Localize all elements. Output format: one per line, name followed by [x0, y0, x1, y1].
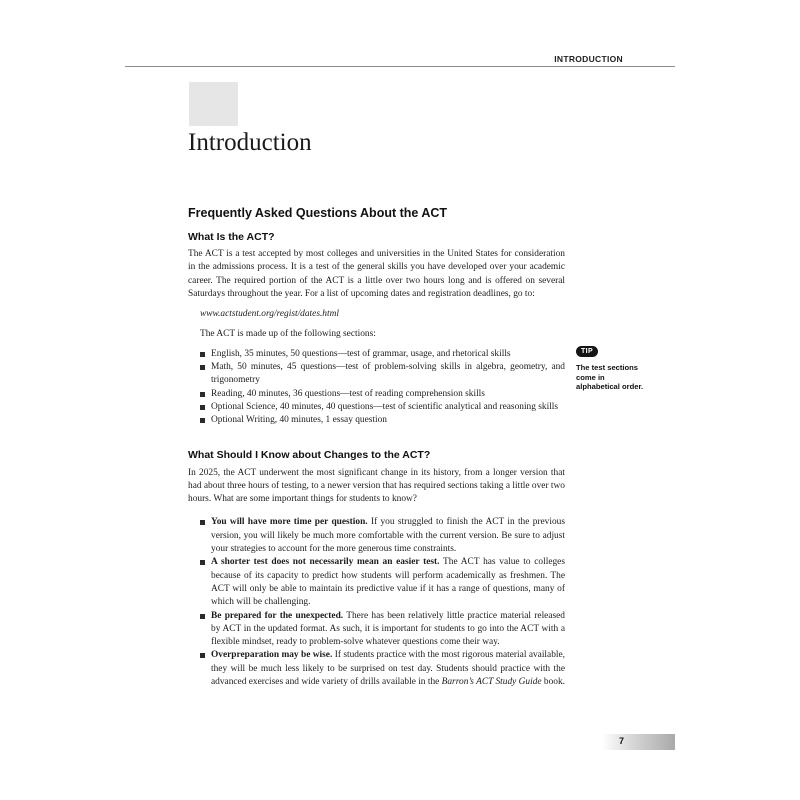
- bullet-square-icon: [200, 392, 205, 397]
- list-item: Be prepared for the unexpected. There has been relatively little practice material released by ACT in the updated format. As such, it is important for students to go into the ACT with a flexible mindset, ready to problem-solve whatever questions come their way.: [200, 610, 565, 650]
- list-item: A shorter test does not necessarily mean an easier test. The ACT has value to colleges because of its capacity to predict how students will perform academically as freshmen. The ACT will only be able to maintain its predictive value if it has a range of questions, many of which will be challenging.: [200, 556, 565, 609]
- running-head-title: INTRODUCTION: [554, 54, 623, 64]
- list-item: Math, 50 minutes, 45 questions—test of problem-solving skills in algebra, geometry, and trigonometry: [200, 361, 565, 388]
- page-number-tab: [602, 734, 675, 750]
- list-item: English, 35 minutes, 50 questions—test of grammar, usage, and rhetorical skills: [200, 348, 565, 361]
- list-item: You will have more time per question. If you struggled to finish the ACT in the previous version, you will likely be much more comfortable with the current version. Be sure to adjust your strategies to account for the more generous time constraints.: [200, 516, 565, 556]
- tip-badge: TIP: [576, 346, 598, 357]
- changes-paragraph: In 2025, the ACT underwent the most significant change in its history, from a longer version that had about three hours of testing, to a newer version that has required sections taking a little over two hours. What are some important things for students to know?: [188, 467, 565, 505]
- bullet-square-icon: [200, 418, 205, 423]
- registration-url: www.actstudent.org/regist/dates.html: [200, 309, 339, 320]
- list-item: Overpreparation may be wise. If students practice with the most rigorous material available, they will be much less likely to be surprised on test day. Students should practice with the advanced exercises and wide variety of drills available in the Barron’s ACT Study Guide book.: [200, 649, 565, 689]
- bullet-square-icon: [200, 614, 205, 619]
- section-heading: Frequently Asked Questions About the ACT: [188, 206, 448, 220]
- sections-intro: The ACT is made up of the following sections:: [200, 329, 376, 340]
- bullet-square-icon: [200, 560, 205, 565]
- subheading-what-is-act: What Is the ACT?: [188, 231, 275, 243]
- chapter-title: Introduction: [188, 129, 312, 156]
- tip-text: The test sections come in alphabetical order.: [576, 363, 644, 392]
- book-title: Barron’s ACT Study Guide: [441, 677, 542, 688]
- bullet-square-icon: [200, 405, 205, 410]
- chapter-marker-box: [189, 82, 238, 126]
- act-sections-list: [188, 348, 565, 428]
- bullet-square-icon: [200, 520, 205, 525]
- main-content: [188, 204, 565, 689]
- intro-paragraph: The ACT is a test accepted by most colleges and universities in the United States for consideration in the admissions process. It is a test of the general skills you have developed over your academic career. The required portion of the ACT is a little over two hours long and is offered on several Saturdays throughout the year. For a list of upcoming dates and registration deadlines, go to:: [188, 249, 565, 299]
- list-item: Optional Writing, 40 minutes, 1 essay question: [200, 414, 565, 427]
- bullet-square-icon: [200, 653, 205, 658]
- changes-list: [188, 516, 565, 689]
- list-item: Optional Science, 40 minutes, 40 questions—test of scientific analytical and reasoning skills: [200, 401, 565, 414]
- subheading-changes: What Should I Know about Changes to the ACT?: [188, 448, 431, 461]
- bullet-square-icon: [200, 365, 205, 370]
- tip-sidebar: [576, 340, 646, 392]
- list-item: Reading, 40 minutes, 36 questions—test of reading comprehension skills: [200, 388, 565, 401]
- bullet-square-icon: [200, 352, 205, 357]
- page-number: 7: [619, 736, 625, 746]
- running-head: [125, 50, 675, 67]
